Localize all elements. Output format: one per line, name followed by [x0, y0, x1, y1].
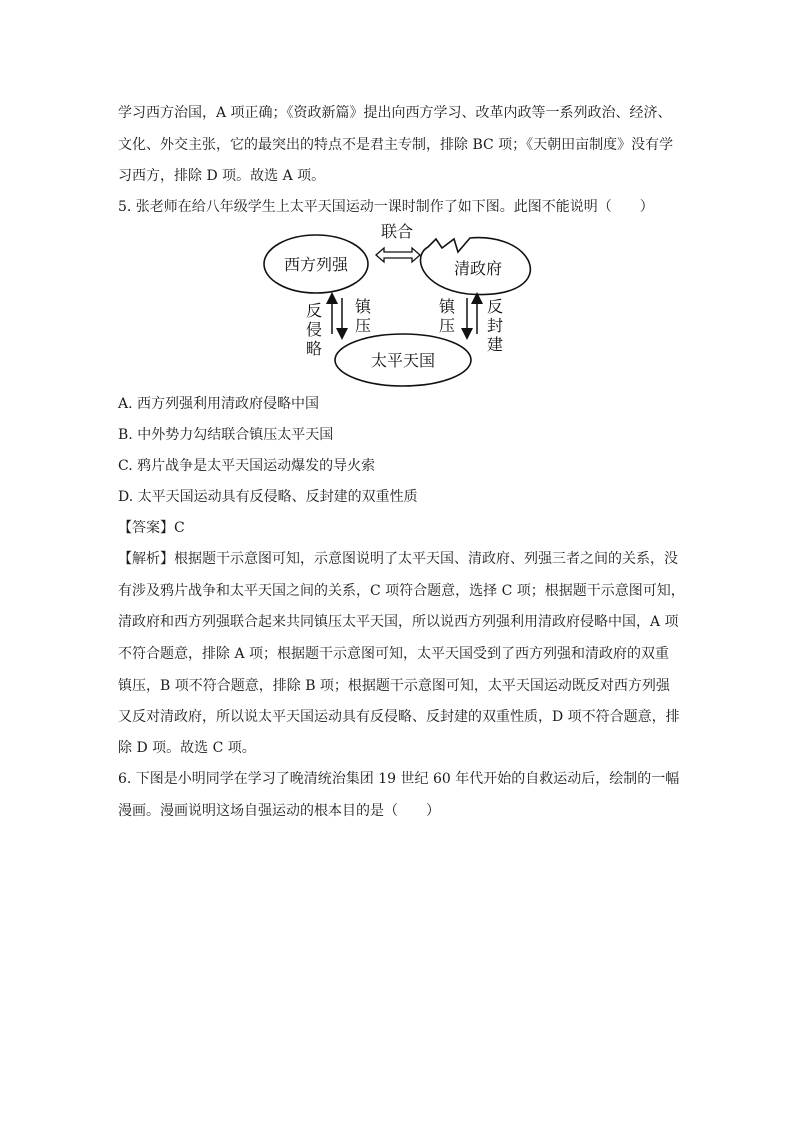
option-c: C. 鸦片战争是太平天国运动爆发的导火索	[118, 458, 376, 474]
relationship-diagram	[262, 222, 532, 387]
analysis-line: 不符合题意，排除 A 项；根据题干示意图可知，太平天国受到了西方列强和清政府的双重	[118, 646, 670, 662]
label-suppress-right-1: 镇	[438, 297, 456, 316]
analysis-line: 又反对清政府，所以说太平天国运动具有反侵略、反封建的双重性质，D 项不符合题意，排	[118, 709, 680, 725]
analysis-line: 【解析】根据题干示意图可知，示意图说明了太平天国、清政府、列强三者之间的关系，没	[118, 551, 678, 567]
question-6-stem-line: 6. 下图是小明同学在学习了晚清统治集团 19 世纪 60 年代开始的自救运动后，绘制的一幅	[118, 771, 680, 787]
paragraph-line: 文化、外交主张，它的最突出的特点不是君主专制，排除 BC 项；《天朝田亩制度》没有学	[118, 137, 674, 153]
label-suppress-left-1: 镇	[354, 297, 372, 316]
label-anti-feudal-2: 封	[486, 316, 504, 335]
label-anti-aggression-2: 侵	[305, 320, 323, 339]
label-union: 联合	[380, 222, 414, 241]
node-west-label: 西方列强	[283, 255, 349, 274]
node-taiping-label: 太平天国	[370, 351, 436, 370]
paragraph-line: 习西方，排除 D 项。故选 A 项。	[118, 168, 326, 184]
label-anti-feudal-1: 反	[486, 297, 504, 316]
analysis-line: 清政府和西方列强联合起来共同镇压太平天国，所以说西方列强利用清政府侵略中国，A 项	[118, 614, 679, 630]
node-qing-label: 清政府	[453, 259, 503, 278]
label-suppress-right-2: 压	[438, 316, 456, 335]
analysis-line: 有涉及鸦片战争和太平天国之间的关系，C 项符合题意，选择 C 项；根据题干示意图可知，	[118, 583, 685, 599]
union-double-arrow	[376, 248, 420, 262]
option-a: A. 西方列强利用清政府侵略中国	[118, 396, 320, 412]
option-d: D. 太平天国运动具有反侵略、反封建的双重性质	[118, 489, 418, 505]
answer: 【答案】C	[118, 520, 185, 536]
label-suppress-left-2: 压	[354, 316, 372, 335]
label-anti-aggression-1: 反	[305, 301, 323, 320]
analysis-line: 镇压，B 项不符合题意，排除 B 项；根据题干示意图可知，太平天国运动既反对西方列强	[118, 678, 670, 694]
paragraph-line: 学习西方治国，A 项正确；《资政新篇》提出向西方学习、改革内政等一系列政治、经济、	[118, 105, 672, 121]
label-anti-aggression-3: 略	[305, 339, 323, 358]
question-6-stem-line: 漫画。漫画说明这场自强运动的根本目的是（ ）	[118, 803, 440, 819]
label-anti-feudal-3: 建	[486, 335, 504, 354]
question-5-stem: 5. 张老师在给八年级学生上太平天国运动一课时制作了如下图。此图不能说明（ ）	[118, 199, 654, 215]
analysis-line: 除 D 项。故选 C 项。	[118, 740, 256, 756]
option-b: B. 中外势力勾结联合镇压太平天国	[118, 427, 334, 443]
